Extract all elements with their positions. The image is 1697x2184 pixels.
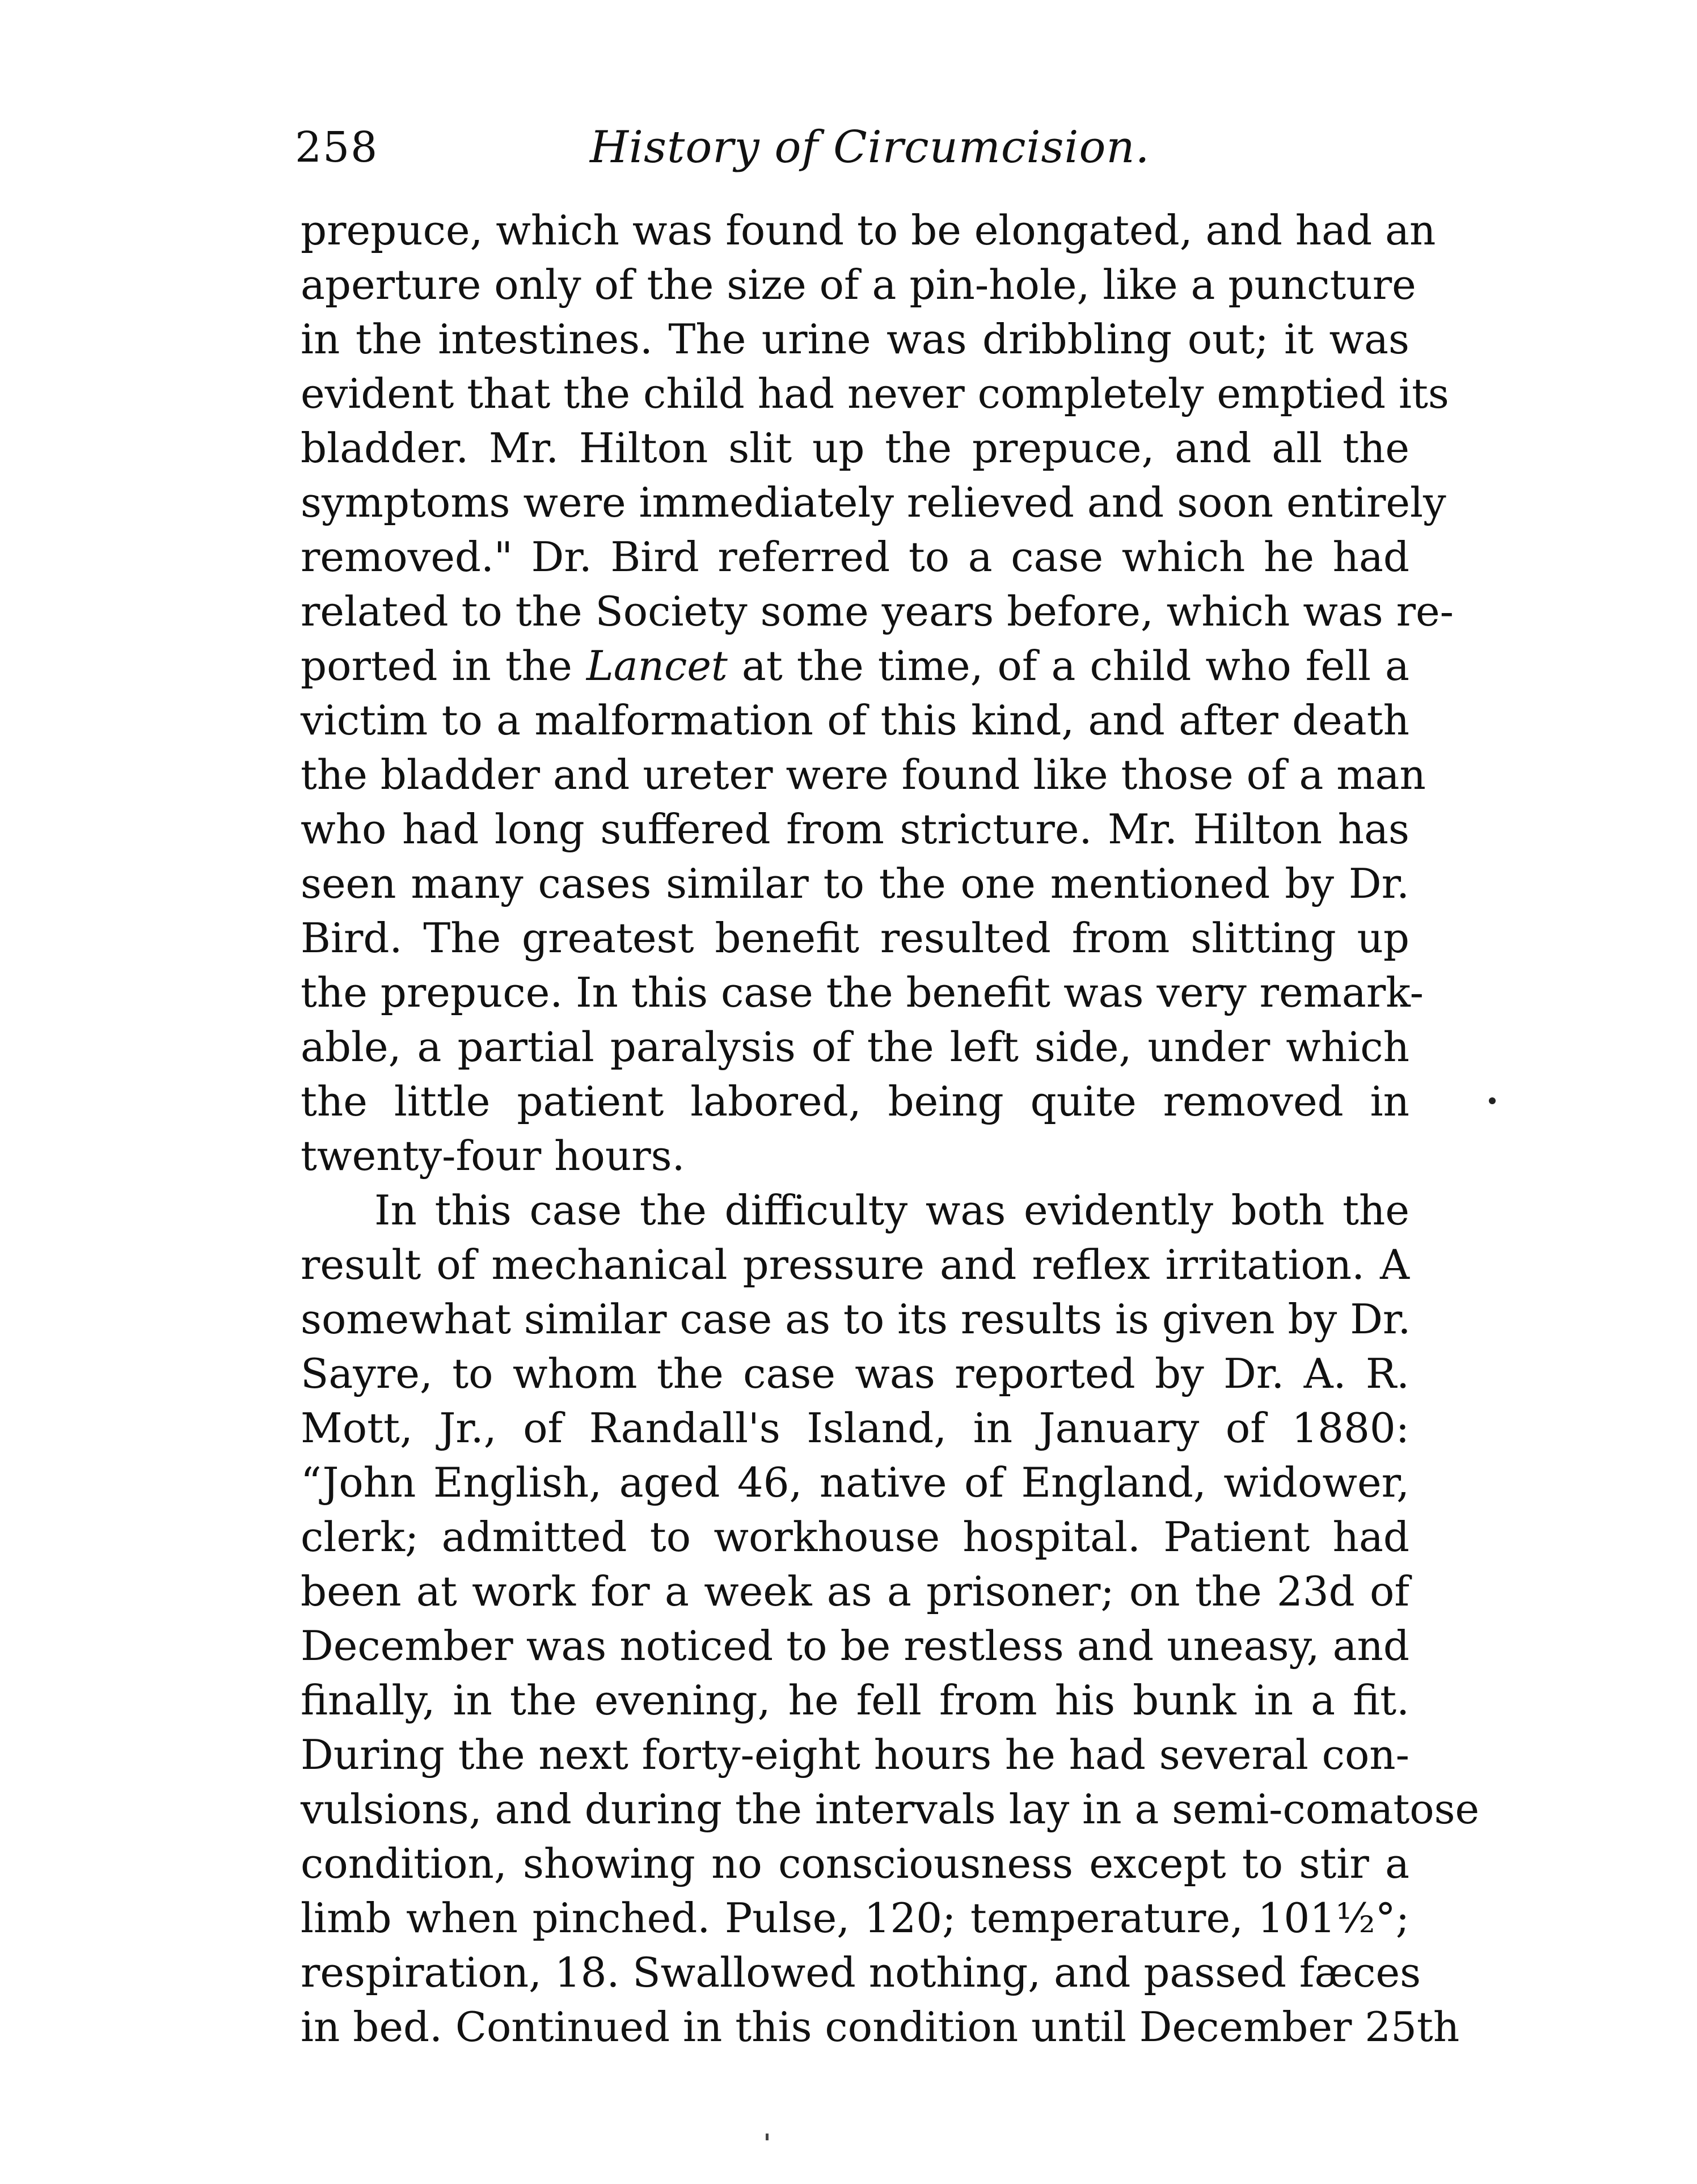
body-text: [301, 203, 1480, 2054]
text-fragment: ported in the: [301, 642, 572, 690]
text-line: clerk; admitted to workhouse hospital. Patient had: [301, 1513, 1409, 1561]
text-line: result of mechanical pressure and reflex irritation. A: [301, 1241, 1409, 1289]
text-line: seen many cases similar to the one mentioned by Dr.: [301, 860, 1409, 907]
text-line: somewhat similar case as to its results is given by Dr.: [301, 1295, 1411, 1343]
text-line: in bed. Continued in this condition until December 25th: [301, 2003, 1460, 2051]
text-line: December was noticed to be restless and uneasy, and: [301, 1622, 1409, 1670]
text-line: evident that the child had never completely emptied its: [301, 370, 1449, 417]
text-fragment: at the time, of a child who fell a: [741, 642, 1409, 690]
text-line: bladder. Mr. Hilton slit up the prepuce, and all the: [301, 424, 1409, 472]
text-line: removed." Dr. Bird referred to a case which he had: [301, 533, 1409, 581]
text-line: in the intestines. The urine was dribbling out; it was: [301, 315, 1409, 363]
text-line: aperture only of the size of a pin-hole, like a puncture: [301, 261, 1416, 309]
text-line: Sayre, to whom the case was reported by Dr. A. R.: [301, 1350, 1409, 1397]
text-line: related to the Society some years before, which was re-: [301, 588, 1454, 635]
text-line: the little patient labored, being quite removed in: [301, 1078, 1409, 1125]
text-line: prepuce, which was found to be elongated, and had an: [301, 206, 1436, 254]
text-line: Mott, Jr., of Randall's Island, in January of 1880:: [301, 1404, 1409, 1452]
text-line: limb when pinched. Pulse, 120; temperature, 101½°;: [301, 1894, 1409, 1942]
text-line: respiration, 18. Swallowed nothing, and passed fæces: [301, 1949, 1421, 1996]
stray-ink-mark: [766, 2134, 769, 2140]
text-line: vulsions, and during the intervals lay in a semi-comatose: [301, 1785, 1480, 1833]
text-line: able, a partial paralysis of the left side, under which: [301, 1023, 1409, 1071]
page-header: [295, 116, 1418, 179]
page-number: 258: [295, 123, 379, 172]
text-line: In this case the difficulty was evidently both the: [374, 1186, 1409, 1234]
running-title: History of Circumcision.: [590, 122, 1150, 173]
text-line: During the next forty-eight hours he had several con-: [301, 1731, 1409, 1779]
text-line: twenty-four hours.: [301, 1132, 685, 1180]
text-line: victim to a malformation of this kind, and after death: [301, 696, 1409, 744]
text-line: symptoms were immediately relieved and soon entirely: [301, 479, 1446, 526]
text-line: the bladder and ureter were found like those of a man: [301, 751, 1426, 799]
text-line: finally, in the evening, he fell from his bunk in a fit.: [301, 1676, 1409, 1724]
text-line-lancet: [301, 639, 1409, 693]
text-line: been at work for a week as a prisoner; on the 23d of: [301, 1568, 1409, 1615]
text-line: “John English, aged 46, native of England, widower,: [301, 1459, 1409, 1506]
text-line: condition, showing no consciousness except to stir a: [301, 1840, 1409, 1887]
text-line: the prepuce. In this case the benefit was very remark-: [301, 969, 1424, 1016]
journal-title-lancet: Lancet: [586, 642, 728, 690]
stray-ink-dot: [1489, 1097, 1496, 1104]
text-line: Bird. The greatest benefit resulted from slitting up: [301, 914, 1409, 962]
text-line: who had long suffered from stricture. Mr. Hilton has: [301, 805, 1409, 853]
